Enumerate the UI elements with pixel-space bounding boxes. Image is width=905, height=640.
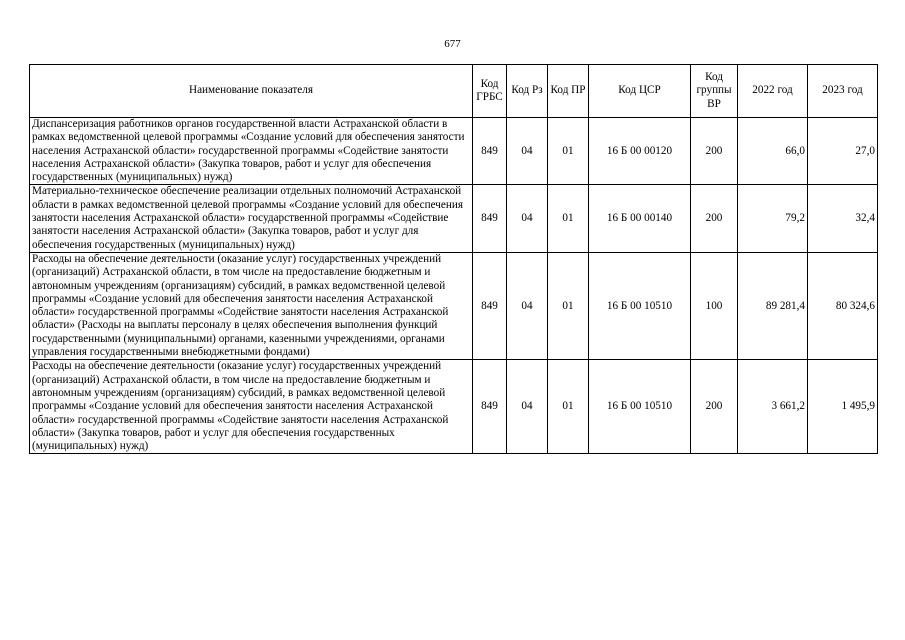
row-vr: 200 (691, 360, 738, 454)
row-grbs: 849 (473, 118, 507, 185)
row-rz: 04 (507, 118, 548, 185)
row-csr: 16 Б 00 10510 (589, 360, 691, 454)
page-number: 677 (444, 38, 461, 50)
row-2023: 32,4 (808, 185, 878, 252)
row-pr: 01 (548, 118, 589, 185)
row-vr: 100 (691, 252, 738, 359)
row-rz: 04 (507, 360, 548, 454)
row-grbs: 849 (473, 252, 507, 359)
table-row (30, 252, 878, 359)
header-pr: Код ПР (548, 65, 589, 118)
row-csr: 16 Б 00 00140 (589, 185, 691, 252)
row-vr: 200 (691, 185, 738, 252)
row-2022: 79,2 (738, 185, 808, 252)
row-csr: 16 Б 00 10510 (589, 252, 691, 359)
header-rz: Код Рз (507, 65, 548, 118)
row-rz: 04 (507, 185, 548, 252)
row-csr: 16 Б 00 00120 (589, 118, 691, 185)
row-name: Расходы на обеспечение деятельности (оказание услуг) государственных учреждений (организаций) Астраханской области, в том числе на предоставление бюджетным и автономным учреждениям (организациям) субсидий, в рамках ведомственной целевой программы «Создание условий для обеспечения занятости населения Астраханской области» государственной программы «Содействие занятости населения Астраханской области» (Закупка товаров, работ и услуг для обеспечения государственных (муниципальных) нужд) (30, 360, 473, 454)
row-grbs: 849 (473, 360, 507, 454)
row-2022: 66,0 (738, 118, 808, 185)
table-row (30, 118, 878, 185)
row-name: Расходы на обеспечение деятельности (оказание услуг) государственных учреждений (организаций) Астраханской области, в том числе на предоставление бюджетным и автономным учреждениям (организациям) субсидий, в рамках ведомственной целевой программы «Создание условий для обеспечения занятости населения Астраханской области» государственной программы «Содействие занятости населения Астраханской области» (Расходы на выплаты персоналу в целях обеспечения выполнения функций государственными (муниципальными) органами, казенными учреждениями, органами управления государственными внебюджетными фондами) (30, 252, 473, 359)
row-pr: 01 (548, 185, 589, 252)
row-2022: 3 661,2 (738, 360, 808, 454)
header-2023: 2023 год (808, 65, 878, 118)
row-pr: 01 (548, 252, 589, 359)
row-2022: 89 281,4 (738, 252, 808, 359)
row-pr: 01 (548, 360, 589, 454)
header-2022: 2022 год (738, 65, 808, 118)
row-2023: 80 324,6 (808, 252, 878, 359)
table-row (30, 185, 878, 252)
header-grbs: Код ГРБС (473, 65, 507, 118)
row-grbs: 849 (473, 185, 507, 252)
budget-table (29, 64, 878, 454)
table-row (30, 360, 878, 454)
header-name: Наименование показателя (30, 65, 473, 118)
table-header-row (30, 65, 878, 118)
row-rz: 04 (507, 252, 548, 359)
row-2023: 27,0 (808, 118, 878, 185)
row-name: Материально-техническое обеспечение реализации отдельных полномочий Астраханской области в рамках ведомственной целевой программы «Создание условий для обеспечения занятости населения Астраханской области» государственной программы «Содействие занятости населения Астраханской области» (Закупка товаров, работ и услуг для обеспечения государственных (муниципальных) нужд) (30, 185, 473, 252)
row-2023: 1 495,9 (808, 360, 878, 454)
header-vr: Код группы ВР (691, 65, 738, 118)
row-name: Диспансеризация работников органов государственной власти Астраханской области в рамках ведомственной целевой программы «Создание условий для обеспечения занятости населения Астраханской области» государственной программы «Содействие занятости населения Астраханской области» (Закупка товаров, работ и услуг для обеспечения государственных (муниципальных) нужд) (30, 118, 473, 185)
header-csr: Код ЦСР (589, 65, 691, 118)
row-vr: 200 (691, 118, 738, 185)
